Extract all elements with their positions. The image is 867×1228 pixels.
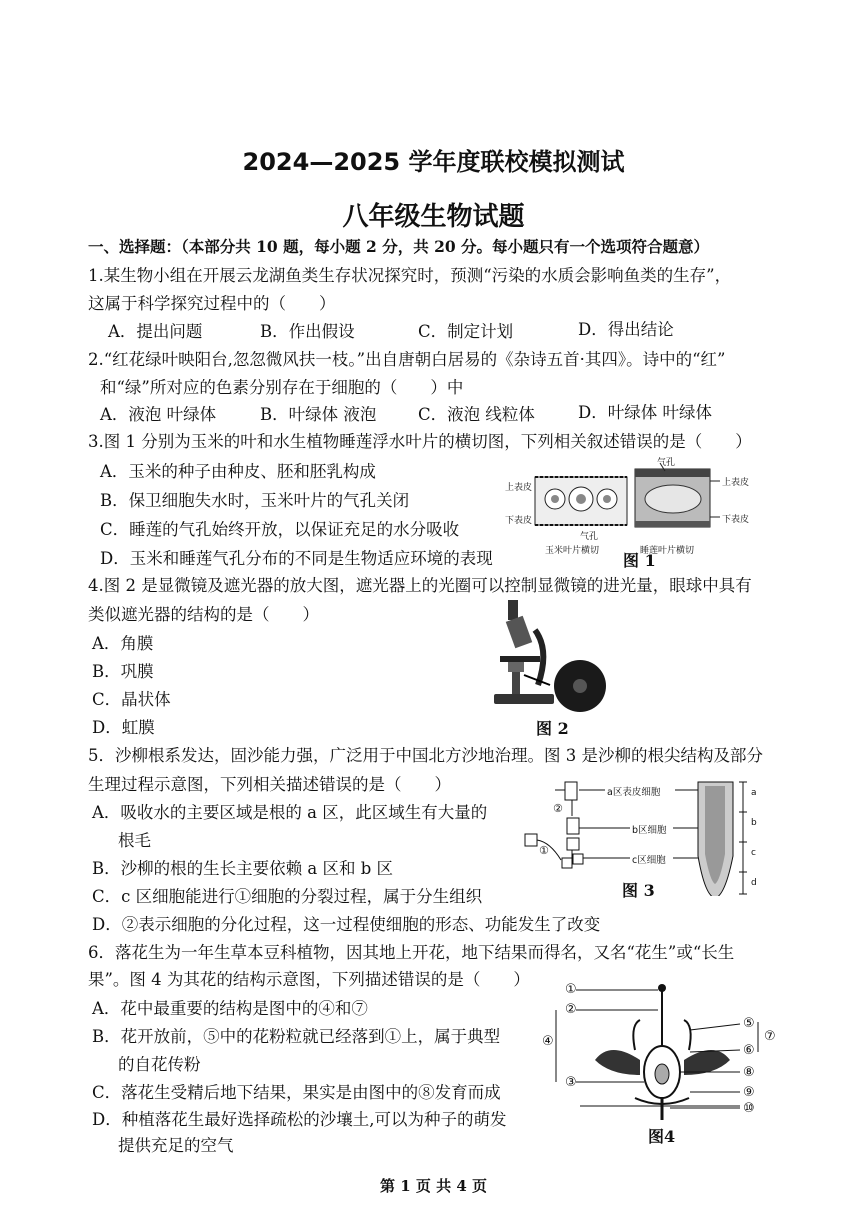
q1-stem-line1: 1.某生物小组在开展云龙湖鱼类生存状况探究时，预测“污染的水质会影响鱼类的生存”， (88, 266, 732, 285)
fig3-zone-b: b (751, 818, 757, 828)
fig4-label-10: ⑩ (743, 1101, 755, 1116)
fig1-caption: 图 1 (623, 551, 656, 570)
page-footer: 第 1 页 共 4 页 (380, 1177, 487, 1195)
fig2-caption: 图 2 (536, 719, 569, 738)
q6-stem-line1: 6．落花生为一年生草本豆科植物，因其地上开花，地下结果而得名，又名“花生”或“长生 (88, 943, 735, 962)
section-heading: 一、选择题：（本部分共 10 题，每小题 2 分，共 20 分。每小题只有一个选项符合题意） (88, 237, 710, 256)
q5-option-b: B．沙柳的根的生长主要依赖 a 区和 b 区 (92, 859, 394, 878)
q6-option-d-line2: 提供充足的空气 (118, 1136, 234, 1155)
q1-stem-line2: 这属于科学探究过程中的（ ） (88, 294, 336, 313)
fig4-label-1: ① (565, 982, 577, 997)
q6-option-b-line2: 的自花传粉 (118, 1055, 201, 1074)
fig3-mark-2: ② (553, 802, 563, 815)
fig3-zone-a: a (751, 788, 757, 798)
q5-stem-line1: 5．沙柳根系发达，固沙能力强，广泛用于中国北方沙地治理。图 3 是沙柳的根尖结构及部分 (88, 746, 763, 765)
q6-option-d-line1: D．种植落花生最好选择疏松的沙壤土,可以为种子的萌发 (92, 1110, 507, 1129)
fig1-label-upper-epidermis: 上表皮 (505, 483, 533, 493)
figure-3-root-tip (515, 776, 765, 901)
q5-option-a-line1: A．吸收水的主要区域是根的 a 区，此区域生有大量的 (92, 803, 488, 822)
q1-option-b: B．作出假设 (260, 322, 355, 341)
fig1-label-stoma-corn: 气孔 (580, 532, 599, 542)
q1-option-c: C．制定计划 (418, 322, 514, 341)
fig3-label-c-cell: c区细胞 (632, 855, 666, 866)
fig1-label-lower-right: 下表皮 (722, 515, 750, 525)
q3-option-d: D．玉米和睡莲气孔分布的不同是生物适应环境的表现 (100, 549, 493, 568)
fig3-zone-c: c (751, 848, 756, 858)
exam-title: 2024—2025 学年度联校模拟测试 (242, 148, 625, 176)
q4-stem-line1: 4.图 2 是显微镜及遮光器的放大图，遮光器上的光圈可以控制显微镜的进光量，眼球中具有 (88, 576, 752, 595)
q4-stem-line2: 类似遮光器的结构的是（ ） (88, 605, 319, 624)
figure-2-drawing (480, 600, 630, 720)
q2-option-d: D．叶绿体 叶绿体 (578, 403, 712, 422)
q5-option-d: D．②表示细胞的分化过程，这一过程使细胞的形态、功能发生了改变 (92, 915, 601, 934)
q4-option-d: D．虹膜 (92, 718, 155, 737)
fig4-label-4: ④ (542, 1034, 554, 1049)
fig4-label-3: ③ (565, 1075, 577, 1090)
fig3-caption: 图 3 (622, 881, 655, 900)
q6-option-b-line1: B．花开放前，⑤中的花粉粒就已经落到①上，属于典型 (92, 1027, 501, 1046)
figure-4-flower-structure (540, 980, 780, 1145)
fig1-label-upper-right: 上表皮 (722, 478, 750, 488)
fig1-label-stoma-lotus: 气孔 (657, 458, 676, 468)
q2-option-b: B．叶绿体 液泡 (260, 405, 377, 424)
figure-2-microscope (480, 600, 630, 740)
fig4-label-6: ⑥ (743, 1043, 755, 1058)
q1-option-a: A．提出问题 (108, 322, 203, 341)
fig1-label-corn-section: 玉米叶片横切 (545, 546, 600, 556)
q1-option-d: D．得出结论 (578, 320, 674, 339)
q6-option-a: A．花中最重要的结构是图中的④和⑦ (92, 999, 368, 1018)
q4-option-c: C．晶状体 (92, 690, 171, 709)
fig4-caption: 图4 (648, 1127, 676, 1146)
q3-option-b: B．保卫细胞失水时，玉米叶片的气孔关闭 (100, 491, 410, 510)
q2-stem-line1: 2.“红花绿叶映阳台,忽忽微风扶一枝。”出自唐朝白居易的《杂诗五首·其四》。诗中的“红” (88, 350, 726, 369)
fig3-mark-1: ① (539, 844, 549, 857)
exam-subtitle: 八年级生物试题 (342, 202, 525, 232)
q2-stem-line2: 和“绿”所对应的色素分别存在于细胞的（ ）中 (100, 378, 464, 397)
fig4-label-9: ⑨ (743, 1085, 755, 1100)
q3-option-a: A．玉米的种子由种皮、胚和胚乳构成 (100, 462, 376, 481)
q5-stem-line2: 生理过程示意图，下列相关描述错误的是（ ） (88, 775, 451, 794)
fig1-label-lower-epidermis: 下表皮 (505, 516, 533, 526)
q5-option-c: C．c 区细胞能进行①细胞的分裂过程，属于分生组织 (92, 887, 483, 906)
fig4-label-8: ⑧ (743, 1065, 755, 1080)
q4-option-a: A．角膜 (92, 634, 154, 653)
q4-option-b: B．巩膜 (92, 662, 154, 681)
q3-option-c: C．睡莲的气孔始终开放，以保证充足的水分吸收 (100, 520, 460, 539)
fig3-label-a-cell: a区表皮细胞 (607, 787, 661, 798)
q3-stem: 3.图 1 分别为玉米的叶和水生植物睡莲浮水叶片的横切图，下列相关叙述错误的是（ ） (88, 432, 752, 451)
q6-option-c: C．落花生受精后地下结果，果实是由图中的⑧发育而成 (92, 1083, 501, 1102)
fig4-label-7: ⑦ (764, 1029, 776, 1044)
q6-stem-line2: 果”。图 4 为其花的结构示意图，下列描述错误的是（ ） (88, 970, 530, 989)
fig3-label-b-cell: b区细胞 (632, 825, 667, 836)
q2-option-a: A．液泡 叶绿体 (100, 405, 217, 424)
fig1-label-lotus-section: 睡莲叶片横切 (640, 546, 695, 556)
fig4-label-2: ② (565, 1002, 577, 1017)
fig4-label-5: ⑤ (743, 1016, 755, 1031)
q2-option-c: C．液泡 线粒体 (418, 405, 535, 424)
q5-option-a-line2: 根毛 (118, 831, 151, 850)
figure-1-leaf-cross-sections (505, 455, 750, 570)
fig3-zone-d: d (751, 878, 757, 888)
